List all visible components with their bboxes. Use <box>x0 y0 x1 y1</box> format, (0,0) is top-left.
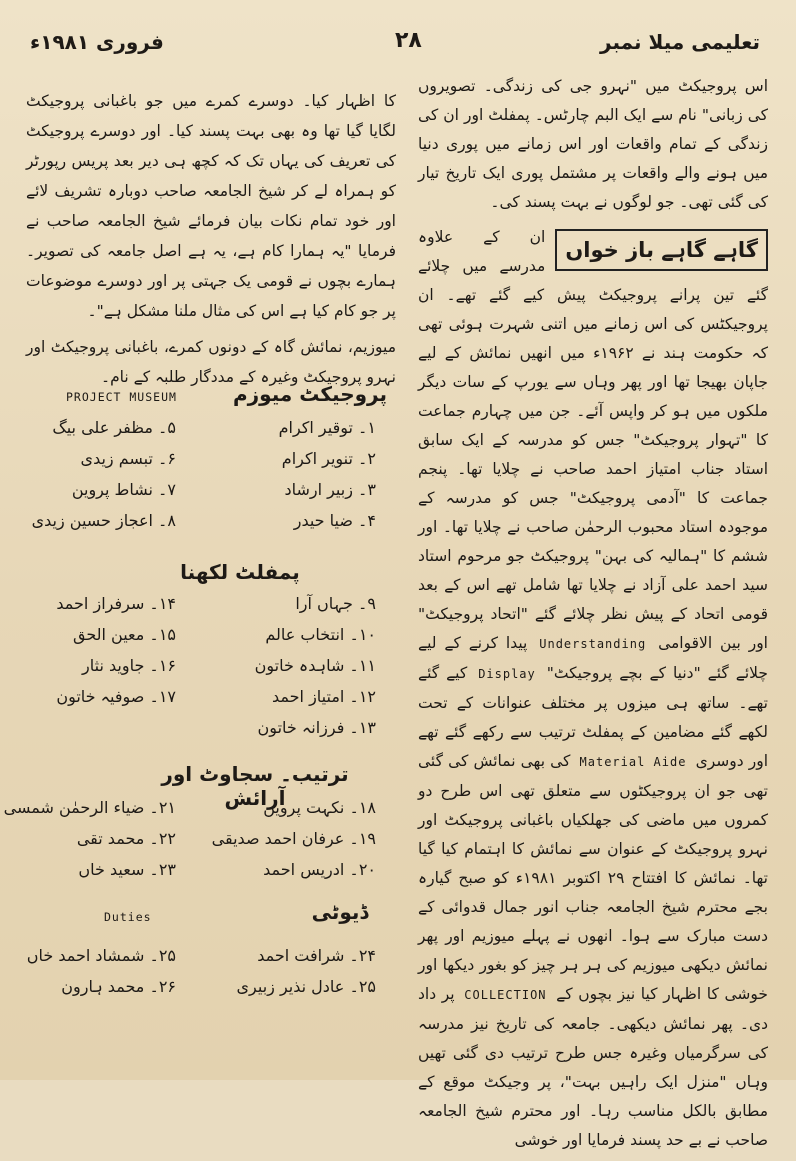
list-item: ۱۰۔ انتخاب عالم <box>265 625 376 644</box>
list-item: ۱۹۔ عرفان احمد صدیقی <box>211 829 376 848</box>
list-item: ۲۰۔ ادریس احمد <box>263 860 376 879</box>
name-list-left <box>27 940 176 1002</box>
text-run: کی بھی نمائش کی گئی تھی جو ان پروجیکٹوں سے متعلق تھی اس طرح دو کمروں میں ماضی کی جھلکیاں باغبانی پروجیکٹ اور نہرو پروجیکٹ کے عنوان سے نمائش کا اہتمام کیا گیا تھا۔ نمائش کا افتتاح ۲۹ اکتوبر ۱۹۸۱ء کو صبح گیارہ بجے محترم شیخ الجامعہ جناب انور جمال قدوائی کے دست مبارک سے ہوا۔ انھوں نے پہلے میوزیم اور پھر نمائش دیکھی میوزیم کی ہر ہر چیز کو بغور دیکھا اور خوشی کا اظہار کیا نیز بچوں کے <box>418 752 768 1003</box>
latin-word: COLLECTION <box>464 988 547 1002</box>
list-item: ۱۶۔ جاوید نثار <box>82 656 176 675</box>
text-run: پیدا کرنے کے لیے چلائے گئے "دنیا کے بچے پروجیکٹ" <box>418 634 768 682</box>
left-column <box>26 86 396 398</box>
list-item: ۱۴۔ سرفراز احمد <box>56 594 176 613</box>
latin-word: Display <box>478 667 536 681</box>
name-list-right <box>237 940 376 1002</box>
list-item: ۲۵۔ شمشاد احمد خاں <box>26 946 176 965</box>
section-title: ڈیوٹی <box>311 900 369 924</box>
list-item: ۶۔ تبسم زیدی <box>80 449 176 468</box>
list-item: ۱۵۔ معین الحق <box>72 625 176 644</box>
name-list-right <box>212 792 376 885</box>
list-item: ۱۲۔ امتیاز احمد <box>272 687 376 706</box>
list-item: ۲۵۔ عادل نذیر زبیری <box>236 977 376 996</box>
text-run: پر داد دی۔ پھر نمائش دیکھی۔ جامعہ کی تاریخ نیز مدرسہ کی سرگرمیاں وغیرہ جس طرح ترتیب دی گئی تھیں وہاں "منزل ایک راہیں بہت"، پر وجیکٹ موقع کے مطابق بالکل مناسب رہا۔ اور محترم شیخ الجامعہ صاحب نے بے حد پسند فرمایا اور خوشی <box>418 985 768 1149</box>
list-item: ۷۔ نشاط پروین <box>71 480 176 499</box>
latin-word: Understanding <box>539 637 647 651</box>
list-item: ۵۔ مظفر علی بیگ <box>52 418 176 437</box>
section-latin-label: PROJECT MUSEUM <box>66 390 177 404</box>
page-number: ۲۸ <box>395 28 422 53</box>
name-list-left <box>32 412 176 536</box>
paragraph: کا اظہار کیا۔ دوسرے کمرے میں جو باغبانی پروجیکٹ لگایا گیا تھا وہ بھی بہت پسند کیا۔ اور دوسرے پروجیکٹ کی تعریف کی یہاں تک کہ کچھ ہی دیر بعد پریس رپورٹر کو ہمراہ لے کر شیخ الجامعہ صاحب دوبارہ تشریف لائے اور خود تمام نکات بیان فرمائے شیخ الجامعہ صاحب نے فرمایا "یہ ہمارا کام ہے، یہ ہے اصل جامعہ کی تصویر۔ ہمارے بچوں نے قومی یک جہتی پر اور دوسرے موضوعات پر جو کام کیا ہے اس کی مثال ملنا مشکل ہے"۔ <box>26 92 396 320</box>
name-list-left <box>56 588 176 712</box>
list-item: ۹۔ جہاں آرا <box>295 594 376 613</box>
list-item: ۲۲۔ محمد تقی <box>76 829 176 848</box>
name-list-right <box>279 412 376 536</box>
list-item: ۲۶۔ محمد ہارون <box>61 977 176 996</box>
list-item: ۸۔ اعجاز حسین زیدی <box>31 511 176 530</box>
section-heading <box>290 900 390 924</box>
boxed-heading: گاہے گاہے باز خواں <box>555 229 768 271</box>
right-column <box>418 72 768 1161</box>
list-item: ۴۔ ضیا حیدر <box>293 511 376 530</box>
list-item: ۲۳۔ سعید خاں <box>78 860 176 879</box>
section-heading <box>140 560 340 584</box>
list-item: ۲۱۔ ضیاء الرحمٰن شمسی <box>3 798 176 817</box>
list-item: ۱۱۔ شاہدہ خاتون <box>254 656 376 675</box>
list-item: ۲۔ تنویر اکرام <box>281 449 376 468</box>
issue-date: فروری ۱۹۸۱ء <box>30 30 164 54</box>
section-title: پروجیکٹ میوزم <box>233 382 387 406</box>
latin-word: Material Aide <box>579 755 687 769</box>
name-list-left <box>4 792 176 885</box>
section-title: ترتیب۔ سجاوٹ اور آرائش <box>161 762 349 810</box>
list-item: ۱۸۔ نکہت پروین <box>263 798 376 817</box>
list-item: ۳۔ زبیر ارشاد <box>284 480 376 499</box>
list-item: ۱۳۔ فرزانہ خاتون <box>257 718 376 737</box>
paragraph <box>418 223 768 1155</box>
section-heading <box>210 382 410 406</box>
section-latin-label: Duties <box>104 910 152 924</box>
list-item: ۱۷۔ صوفیہ خاتون <box>56 687 176 706</box>
paragraph: میوزیم، نمائش گاہ کے دونوں کمرے، باغبانی پروجیکٹ اور نہرو پروجیکٹ وغیرہ کے مددگار طلبہ کے نام۔ <box>26 338 396 386</box>
text-run: کیے گئے تھے۔ ساتھ ہی میزوں پر مختلف عنوانات کے تحت لکھے گئے مضامین کے پمفلٹ ترتیب سے رکھے گئے تھے اور دوسری <box>418 664 768 770</box>
paragraph: اس پروجیکٹ میں "نہرو جی کی زندگی۔ تصویروں کی زبانی" نام سے ایک البم چارٹس۔ پمفلٹ اور ان کی زندگی کے تمام واقعات اور اس زمانے میں پوری دنیا میں ہونے والے واقعات پر مشتمل پوری ایک تاریخ تیار کی گئی تھی۔ جو لوگوں نے بہت پسند کی۔ <box>418 77 768 211</box>
section-title: پمفلٹ لکھنا <box>180 560 300 584</box>
text-run: ان کے علاوہ مدرسے میں چلائے گئے تین پرانے پروجیکٹ پیش کیے گئے تھے۔ ان پروجیکٹس کی اس زمانے میں اتنی شہرت ہوئی تھی کہ حکومت ہند نے ۱۹۶۲ء میں انھیں نمائش کے لیے جاپان بھیجا تھا اور پھر وہاں سے یورپ کے سات دیگر ملکوں میں ہو کر واپس آئے۔ جن میں چہارم جماعت کا "تہوار پروجیکٹ" جس کو مدرسہ کے ایک سابق استاد جناب امتیاز احمد صاحب نے چلایا تھا۔ پنجم جماعت کا "آدمی پروجیکٹ" جس کو مدرسہ کے موجودہ استاد محبوب الرحمٰن صاحب نے چلایا تھا۔ اور ششم کا "ہمالیہ کی بہن" پروجیکٹ جو مرحوم استاد سید احمد علی آزاد نے چلایا تھا شامل تھے اس کے بعد قومی اتحاد کے پیش نظر چلائے گئے "اتحاد پروجیکٹ" اور بین الاقوامی <box>418 228 768 652</box>
name-list-right <box>255 588 376 743</box>
list-item: ۱۔ توقیر اکرام <box>278 418 376 437</box>
journal-title: تعلیمی میلا نمبر <box>600 30 760 54</box>
list-item: ۲۴۔ شرافت احمد <box>257 946 376 965</box>
